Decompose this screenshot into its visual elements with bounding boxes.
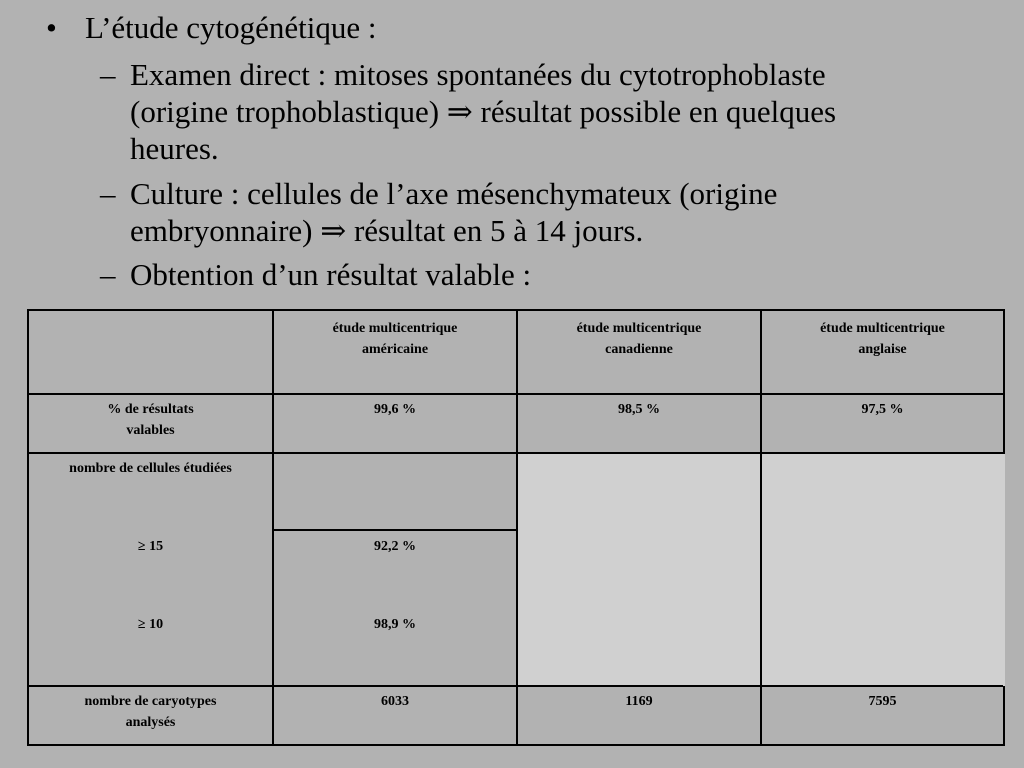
item-1-line-3: heures. <box>130 131 219 166</box>
item-2-line-1: Culture : cellules de l’axe mésenchymateux (origine <box>130 176 778 211</box>
value-cell: 98,9 % <box>374 617 416 632</box>
value-cell: 7595 <box>868 694 897 709</box>
dash-marker: – <box>100 57 116 92</box>
item-3-line-1: Obtention d’un résultat valable : <box>130 257 532 292</box>
item-1-line-2: (origine trophoblastique) ⇒ résultat possible en quelques <box>130 94 837 129</box>
row-label-karyotypes: nombre de caryotypes analysés <box>84 694 217 730</box>
header-cell-english: étude multicentrique anglaise <box>820 321 945 357</box>
row-divider <box>272 529 518 531</box>
header-cell-american: étude multicentrique américaine <box>332 321 458 357</box>
row-divider <box>29 393 1003 395</box>
col-divider <box>760 311 762 744</box>
slide-heading: L’étude cytogénétique : <box>85 10 377 45</box>
item-2-line-2: embryonnaire) ⇒ résultat en 5 à 14 jours. <box>130 213 644 248</box>
value-cell: 98,5 % <box>618 402 660 417</box>
col-divider <box>516 311 518 744</box>
value-cell: 92,2 % <box>374 539 416 554</box>
row-label-valid-results: % de résultats valables <box>107 402 194 438</box>
row-label-cells-studied: nombre de cellules étudiées <box>69 461 232 476</box>
col-divider <box>272 311 274 744</box>
row-divider <box>29 685 1003 687</box>
value-cell: 1169 <box>625 694 653 709</box>
row-divider <box>29 452 1003 454</box>
results-table <box>27 309 1005 746</box>
dash-marker: – <box>100 176 116 211</box>
header-cell-canadian: étude multicentrique canadienne <box>576 321 702 357</box>
value-cell: 99,6 % <box>374 402 416 417</box>
bullet-dot: • <box>46 10 57 45</box>
item-1-line-1: Examen direct : mitoses spontanées du cytotrophoblaste <box>130 57 826 92</box>
dash-marker: – <box>100 257 116 292</box>
sub-label-ge-15: ≥ 15 <box>137 539 164 554</box>
value-cell: 6033 <box>381 694 409 709</box>
sub-label-ge-10: ≥ 10 <box>137 617 164 632</box>
value-cell: 97,5 % <box>861 402 904 417</box>
